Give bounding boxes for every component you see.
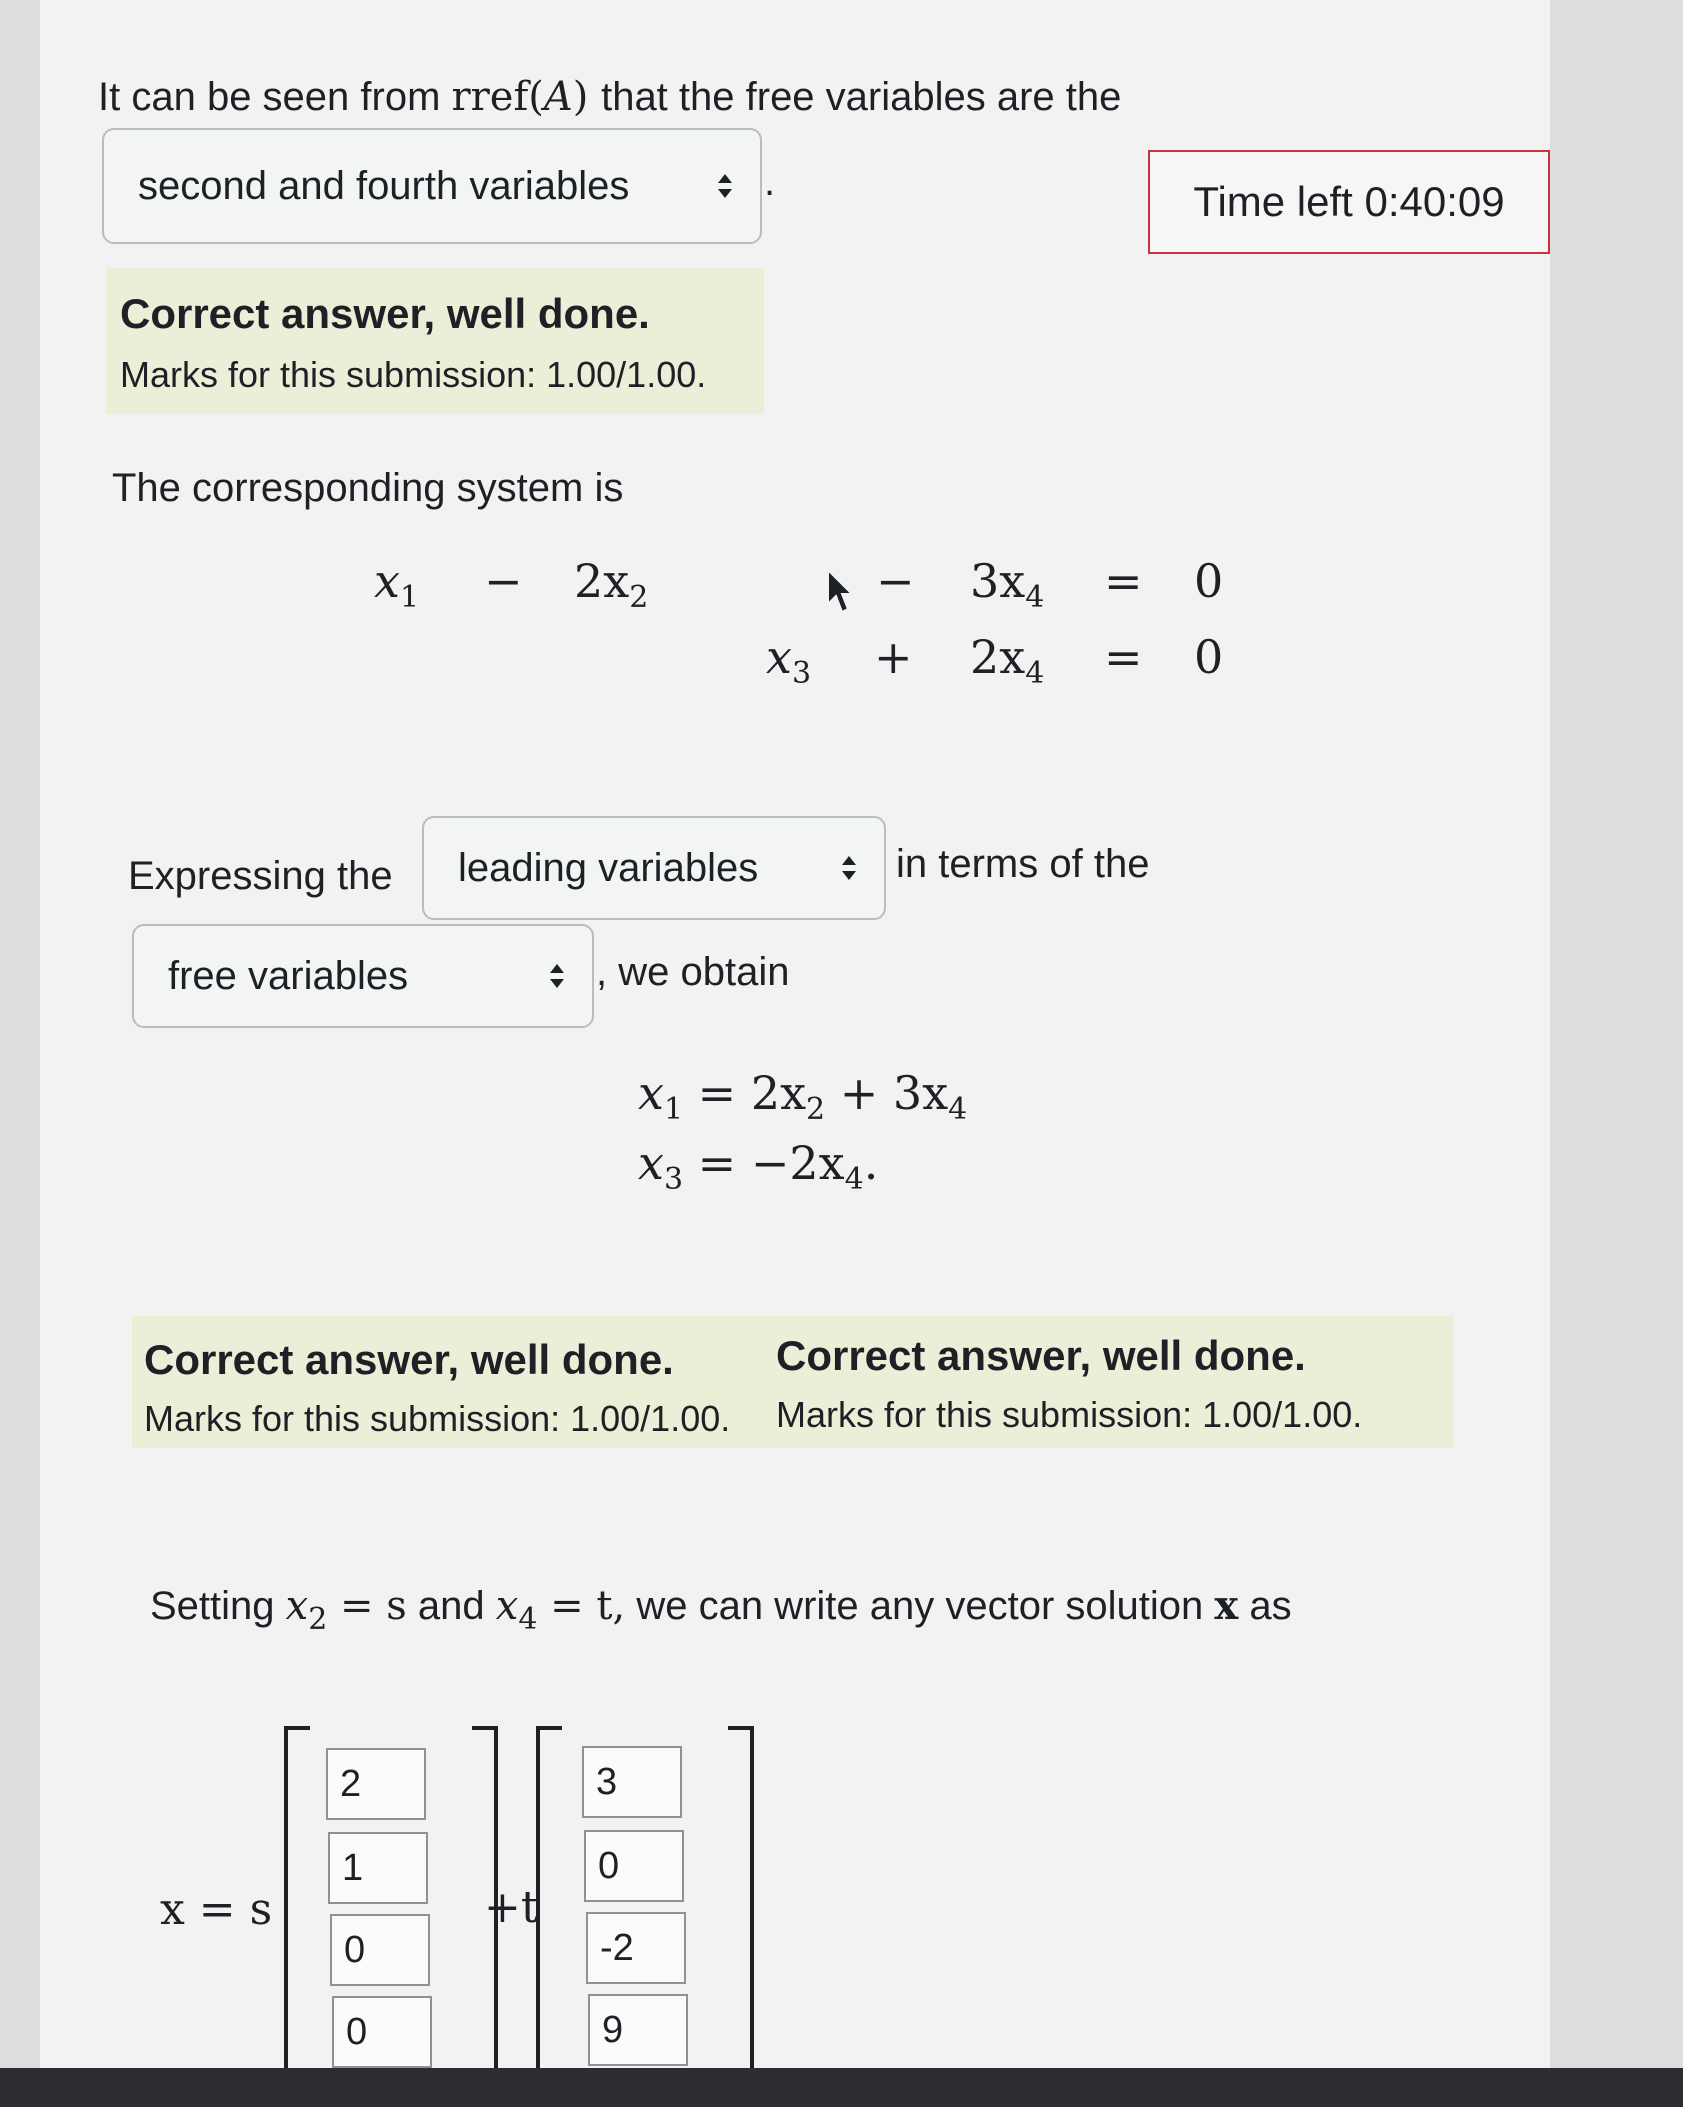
s-vector-entry-2[interactable]: 1 (328, 1832, 428, 1904)
select-caret-icon (840, 853, 858, 883)
leading-variables-select-value: leading variables (458, 845, 759, 890)
time-left-label: Time left 0:40:09 (1193, 178, 1505, 225)
select-caret-icon (716, 171, 734, 201)
quiz-page (40, 0, 1550, 2070)
feedback-box-2 (132, 1316, 1454, 1448)
q1-text-before: It can be seen from (98, 75, 441, 119)
feedback-title: Correct answer, well done. (120, 290, 650, 337)
select-caret-icon (548, 961, 566, 991)
leading-variables-select[interactable] (422, 816, 886, 920)
left-bracket-t (536, 1726, 562, 2086)
q2-text-2: in terms of the (896, 842, 1150, 886)
time-left-box (1148, 150, 1550, 254)
feedback-marks: Marks for this submission: 1.00/1.00. (120, 354, 707, 395)
free-variables-select-value: second and fourth variables (138, 163, 630, 208)
free-variables-select-2-value: free variables (168, 953, 409, 998)
q1-text (98, 74, 1121, 120)
feedback-marks: Marks for this submission: 1.00/1.00. (144, 1398, 731, 1439)
q1-period: . (764, 160, 776, 204)
setting-line: Setting $x_2 = s$ and $x_4 = t$, we can write any vector solution x as (150, 1582, 1292, 1637)
plus-t-label: +t (484, 1882, 539, 1933)
t-vector-entry-2[interactable]: 0 (584, 1830, 684, 1902)
q2-text-3: , we obtain (596, 950, 790, 994)
s-vector-entry-1[interactable]: 2 (326, 1748, 426, 1820)
feedback-title: Correct answer, well done. (776, 1332, 1306, 1379)
s-vector-entry-4[interactable]: 0 (332, 1996, 432, 2068)
feedback-title: Correct answer, well done. (144, 1336, 674, 1383)
q2-text-1: Expressing the (128, 854, 393, 898)
s-vector-entry-3[interactable]: 0 (330, 1914, 430, 1986)
left-bracket-s (284, 1726, 310, 2086)
mouse-pointer-icon (826, 568, 854, 616)
solution-line-1: $x_1 = 2x_2 + 3x_4$ (638, 1066, 968, 1127)
right-bracket-t (728, 1726, 754, 2086)
q1-text-after: that the free variables are the (601, 75, 1122, 119)
free-variables-select-2[interactable] (132, 924, 594, 1028)
solution-line-2: $x_3 = -2x_4$. (638, 1136, 879, 1197)
vector-lhs: x = s (160, 1884, 273, 1935)
feedback-box-1 (106, 268, 764, 414)
system-row-2: $x_3$ + $2x_4$ = 0 (766, 630, 1224, 691)
system-row-1: $x_1$ − $2x_2$ − $3x_4$ = 0 (374, 554, 1224, 615)
t-vector-entry-4[interactable]: 9 (588, 1994, 688, 2066)
t-vector-entry-1[interactable]: 3 (582, 1746, 682, 1818)
system-intro: The corresponding system is (112, 466, 624, 510)
rref-expression: rref(A) (451, 74, 602, 120)
free-variables-select[interactable] (102, 128, 762, 244)
t-vector-entry-3[interactable]: -2 (586, 1912, 686, 1984)
bottom-bar (0, 2068, 1683, 2107)
feedback-marks: Marks for this submission: 1.00/1.00. (776, 1394, 1363, 1435)
